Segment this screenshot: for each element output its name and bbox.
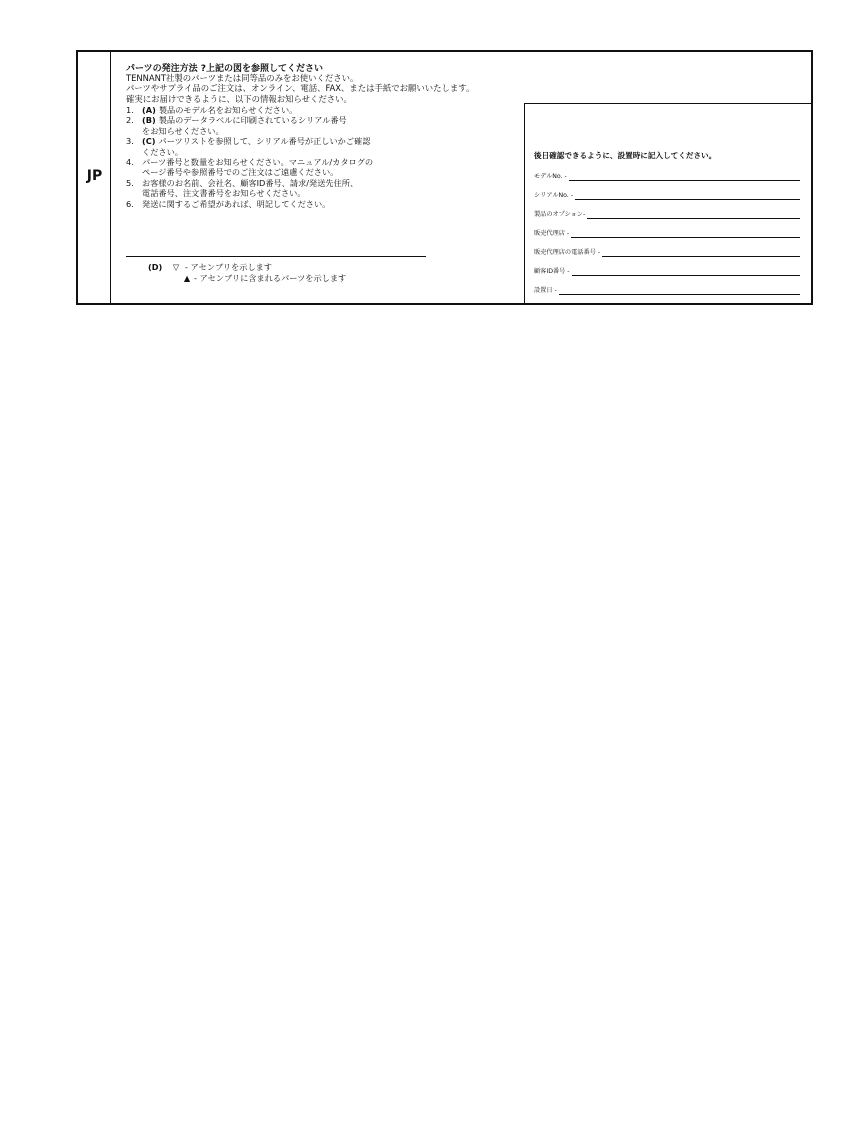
step-number: 1. xyxy=(126,105,134,115)
step-text: 製品のデータラベルに印刷されているシリアル番号 xyxy=(158,115,347,126)
step-text: パーツリストを参照して、シリアル番号が正しいかご確認 xyxy=(158,136,371,147)
fill-in-line[interactable] xyxy=(572,267,800,276)
section-title: パーツの発注方法 ?上記の図を参照してください xyxy=(126,64,323,74)
step-number: 6. xyxy=(126,198,134,209)
serial-number-field[interactable] xyxy=(534,188,800,200)
legend-tag: (D) xyxy=(148,262,163,272)
ordering-instructions xyxy=(112,52,811,303)
fill-in-line[interactable] xyxy=(569,172,800,181)
intro-line-3: 確実にお届けできるように、以下の情報お知らせください。 xyxy=(126,94,352,104)
step-item-4 xyxy=(126,157,373,178)
step-text-continued: をお知らせください。 xyxy=(142,125,224,136)
fill-in-line[interactable] xyxy=(571,229,800,238)
step-tag: (C) xyxy=(142,136,156,147)
field-label: 顧客ID番号 - xyxy=(534,268,570,275)
filled-triangle-icon: ▲ xyxy=(183,273,191,283)
customer-id-field[interactable] xyxy=(534,264,800,276)
step-number: 4. xyxy=(126,157,134,168)
step-number: 5. xyxy=(126,177,134,188)
fill-in-line[interactable] xyxy=(575,191,800,200)
step-number: 2. xyxy=(126,115,134,126)
step-text: 製品のモデル名をお知らせください。 xyxy=(158,105,298,115)
step-tag: (B) xyxy=(142,115,156,126)
step-item-6 xyxy=(126,199,373,209)
form-heading: 後日確認できるように、設置時に記入してください。 xyxy=(534,151,717,160)
model-number-field[interactable] xyxy=(534,169,800,181)
product-options-field[interactable] xyxy=(534,207,800,219)
step-item-5 xyxy=(126,178,373,199)
legend-text: - アセンブリに含まれるパーツを示します xyxy=(194,273,347,283)
step-item-2 xyxy=(126,115,373,136)
step-text: パーツ番号と数量をお知らせください。マニュアル/カタログの xyxy=(142,157,374,168)
open-triangle-icon: ▽ xyxy=(172,262,180,272)
ordering-steps-list xyxy=(126,105,373,209)
step-item-1 xyxy=(126,105,373,115)
step-text: お客様のお名前、会社名、顧客ID番号、請求/発送先住所、 xyxy=(142,177,359,188)
step-text-continued: ください。 xyxy=(142,146,183,157)
field-label: 製品のオプション- xyxy=(534,211,586,218)
dealer-field[interactable] xyxy=(534,226,800,238)
step-number: 3. xyxy=(126,136,134,147)
field-label: モデルNo. - xyxy=(534,173,567,180)
language-column xyxy=(78,52,111,303)
step-item-3 xyxy=(126,136,373,157)
field-label: 販売代理店 - xyxy=(534,230,570,237)
field-label: 販売代理店の電話番号 - xyxy=(534,249,601,256)
install-date-field[interactable] xyxy=(534,283,800,295)
step-text-continued: 電話番号、注文書番号をお知らせください。 xyxy=(142,188,306,199)
field-label: 設置日 - xyxy=(534,287,557,294)
step-tag: (A) xyxy=(142,105,156,115)
language-code: JP xyxy=(86,168,103,184)
fill-in-line[interactable] xyxy=(587,210,800,219)
fill-in-line[interactable] xyxy=(559,286,800,295)
installation-record-form xyxy=(524,103,811,303)
parts-ordering-box xyxy=(76,50,813,305)
divider xyxy=(126,256,426,257)
intro-line-1: TENNANT社製のパーツまたは同等品のみをお使いください。 xyxy=(126,73,359,83)
fill-in-line[interactable] xyxy=(602,248,800,257)
legend-text: - アセンブリを示します xyxy=(185,262,273,272)
dealer-phone-field[interactable] xyxy=(534,245,800,257)
step-text: 発送に関するご希望があれば、明記してください。 xyxy=(142,198,331,209)
intro-line-2: パーツやサプライ品のご注文は、オンライン、電話、FAX、または手紙でお願いいたします。 xyxy=(126,83,475,93)
step-text-continued: ページ番号や参照番号でのご注文はご遠慮ください。 xyxy=(142,167,339,178)
field-label: シリアルNo. - xyxy=(534,192,573,199)
